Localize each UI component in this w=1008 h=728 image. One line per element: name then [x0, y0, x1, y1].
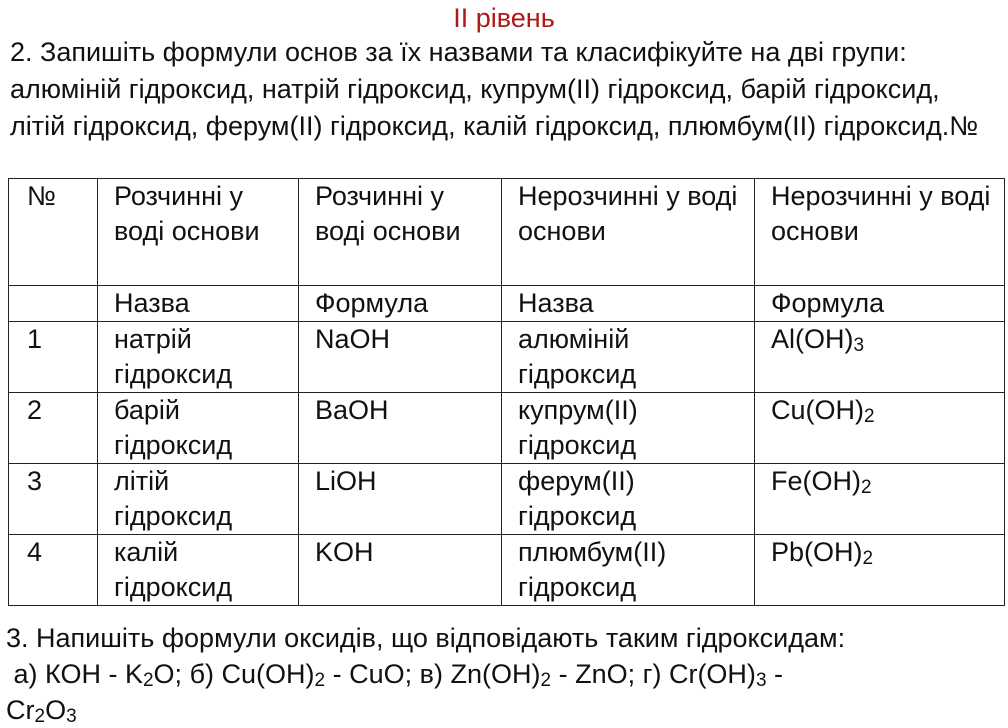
row-num: 2	[9, 393, 98, 464]
insoluble-formula	[755, 535, 1005, 606]
row-num: 1	[9, 322, 98, 393]
subheader-formula-2: Формула	[755, 286, 1005, 322]
header-num: №	[9, 179, 98, 286]
table-header-row	[9, 179, 1005, 286]
insoluble-formula	[755, 464, 1005, 535]
header-insoluble-2: Нерозчинні у воді основи	[755, 179, 1005, 286]
answer-c: в) $Zn(OH)_2$ - ZnO;	[419, 659, 636, 691]
task-2-text: 2. Запишіть формули основ за їх назвами та класифікуйте на дві групи: алюміній гідроксид, натрій гідроксид, купрум(II) гідроксид, барій гідроксид, літій гідроксид, ферум(II) гідроксид, калій гідроксид, плюмбум(II) гідроксид.№	[10, 37, 979, 141]
insoluble-name: ферум(II) гідроксид	[502, 464, 755, 535]
insoluble-formula	[755, 322, 1005, 393]
header-soluble-2: Розчинні у воді основи	[299, 179, 502, 286]
formula-base: Al(OH)	[771, 324, 854, 354]
answer-b: б) $Cu(OH)_2$ - CuO;	[189, 659, 413, 691]
formula-base: Cu(OH)	[771, 395, 864, 425]
task-3-block	[6, 620, 1006, 728]
insoluble-name: плюмбум(II) гідроксид	[502, 535, 755, 606]
soluble-name: барій гідроксид	[98, 393, 299, 464]
bases-table	[8, 178, 1005, 606]
task-3-answers	[6, 656, 1006, 692]
table-row	[9, 535, 1005, 606]
header-soluble-1: Розчинні у воді основи	[98, 179, 299, 286]
level-title: II рівень	[453, 3, 555, 33]
soluble-name: калій гідроксид	[98, 535, 299, 606]
table-row	[9, 393, 1005, 464]
insoluble-name: купрум(II) гідроксид	[502, 393, 755, 464]
task-3-question: 3. Напишіть формули оксидів, що відповідають таким гідроксидам:	[6, 623, 846, 653]
formula-base: Fe(OH)	[771, 466, 861, 496]
table-subheader-row	[9, 286, 1005, 322]
formula-base: Pb(OH)	[771, 537, 863, 567]
soluble-formula: KOH	[299, 535, 502, 606]
table-row	[9, 464, 1005, 535]
formula-subscript: 2	[864, 406, 875, 427]
answer-d-oxide: $Cr_2O_3$	[6, 695, 77, 727]
header-insoluble-1: Нерозчинні у воді основи	[502, 179, 755, 286]
formula-subscript: 2	[861, 477, 872, 498]
subheader-name-2: Назва	[502, 286, 755, 322]
soluble-formula: NaOH	[299, 322, 502, 393]
row-num: 4	[9, 535, 98, 606]
row-num: 3	[9, 464, 98, 535]
answer-a: а) КОН - $K_2O$;	[13, 659, 183, 691]
insoluble-name: алюміній гідроксид	[502, 322, 755, 393]
subheader-formula-1: Формула	[299, 286, 502, 322]
answer-d: г) $Cr(OH)_3$ -	[642, 659, 784, 691]
insoluble-formula	[755, 393, 1005, 464]
formula-subscript: 3	[853, 335, 865, 356]
subheader-empty	[9, 286, 98, 322]
soluble-name: літій гідроксид	[98, 464, 299, 535]
table-row	[9, 322, 1005, 393]
soluble-name: натрій гідроксид	[98, 322, 299, 393]
soluble-formula: LiOH	[299, 464, 502, 535]
formula-subscript: 2	[862, 548, 874, 569]
subheader-name-1: Назва	[98, 286, 299, 322]
soluble-formula: BaOH	[299, 393, 502, 464]
